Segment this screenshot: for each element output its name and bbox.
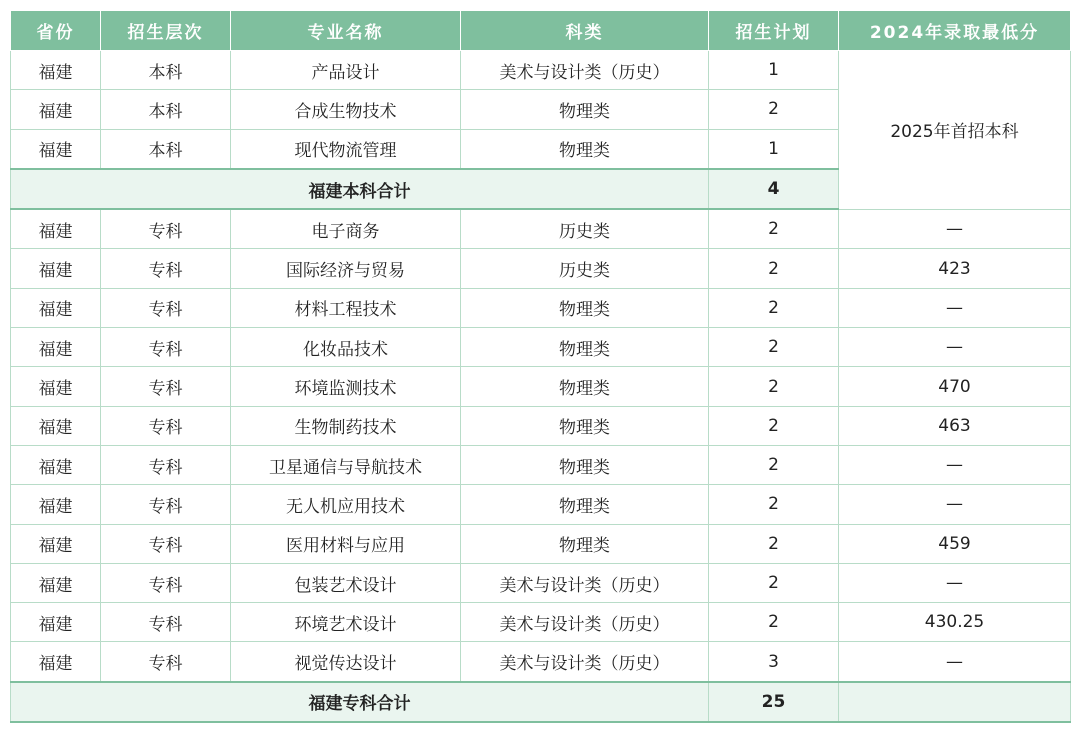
table-row bbox=[11, 445, 1071, 484]
bachelor-total-label: 福建本科合计 bbox=[11, 169, 709, 209]
min-score-cell: 430.25 bbox=[839, 603, 1071, 642]
associate-total-empty bbox=[839, 682, 1071, 722]
plan-cell: 2 bbox=[709, 367, 839, 406]
level-cell: 本科 bbox=[101, 90, 231, 129]
table-row bbox=[11, 288, 1071, 327]
plan-cell: 2 bbox=[709, 603, 839, 642]
category-cell: 物理类 bbox=[461, 288, 709, 327]
category-cell: 物理类 bbox=[461, 129, 709, 169]
major-cell: 合成生物技术 bbox=[231, 90, 461, 129]
major-cell: 环境艺术设计 bbox=[231, 603, 461, 642]
level-cell: 专科 bbox=[101, 563, 231, 602]
level-cell: 专科 bbox=[101, 524, 231, 563]
table-row bbox=[11, 406, 1071, 445]
table-row bbox=[11, 485, 1071, 524]
table-row bbox=[11, 603, 1071, 642]
header-level: 招生层次 bbox=[101, 11, 231, 51]
province-cell: 福建 bbox=[11, 524, 101, 563]
level-cell: 本科 bbox=[101, 51, 231, 90]
category-cell: 物理类 bbox=[461, 90, 709, 129]
plan-cell: 2 bbox=[709, 249, 839, 288]
level-cell: 专科 bbox=[101, 642, 231, 682]
province-cell: 福建 bbox=[11, 209, 101, 249]
table-row bbox=[11, 209, 1071, 249]
plan-cell: 2 bbox=[709, 406, 839, 445]
province-cell: 福建 bbox=[11, 90, 101, 129]
category-cell: 美术与设计类（历史） bbox=[461, 563, 709, 602]
level-cell: 专科 bbox=[101, 406, 231, 445]
plan-cell: 2 bbox=[709, 563, 839, 602]
province-cell: 福建 bbox=[11, 129, 101, 169]
category-cell: 物理类 bbox=[461, 367, 709, 406]
province-cell: 福建 bbox=[11, 367, 101, 406]
category-cell: 美术与设计类（历史） bbox=[461, 603, 709, 642]
major-cell: 视觉传达设计 bbox=[231, 642, 461, 682]
header-province: 省份 bbox=[11, 11, 101, 51]
plan-cell: 2 bbox=[709, 328, 839, 367]
level-cell: 专科 bbox=[101, 603, 231, 642]
major-cell: 无人机应用技术 bbox=[231, 485, 461, 524]
table-row bbox=[11, 51, 1071, 90]
province-cell: 福建 bbox=[11, 288, 101, 327]
province-cell: 福建 bbox=[11, 642, 101, 682]
level-cell: 专科 bbox=[101, 367, 231, 406]
bachelor-total-value: 4 bbox=[709, 169, 839, 209]
category-cell: 历史类 bbox=[461, 249, 709, 288]
plan-cell: 2 bbox=[709, 485, 839, 524]
table-row bbox=[11, 642, 1071, 682]
major-cell: 电子商务 bbox=[231, 209, 461, 249]
header-category: 科类 bbox=[461, 11, 709, 51]
associate-total-label: 福建专科合计 bbox=[11, 682, 709, 722]
province-cell: 福建 bbox=[11, 249, 101, 288]
major-cell: 医用材料与应用 bbox=[231, 524, 461, 563]
category-cell: 物理类 bbox=[461, 445, 709, 484]
plan-cell: 2 bbox=[709, 445, 839, 484]
min-score-cell: — bbox=[839, 328, 1071, 367]
province-cell: 福建 bbox=[11, 406, 101, 445]
major-cell: 生物制药技术 bbox=[231, 406, 461, 445]
plan-cell: 2 bbox=[709, 90, 839, 129]
table-row bbox=[11, 367, 1071, 406]
min-score-cell: 470 bbox=[839, 367, 1071, 406]
province-cell: 福建 bbox=[11, 563, 101, 602]
admission-plan-table-container bbox=[10, 10, 1070, 723]
province-cell: 福建 bbox=[11, 445, 101, 484]
associate-total-row bbox=[11, 682, 1071, 722]
plan-cell: 1 bbox=[709, 51, 839, 90]
category-cell: 历史类 bbox=[461, 209, 709, 249]
min-score-cell: — bbox=[839, 445, 1071, 484]
category-cell: 美术与设计类（历史） bbox=[461, 642, 709, 682]
bachelor-note-cell: 2025年首招本科 bbox=[839, 51, 1071, 210]
major-cell: 环境监测技术 bbox=[231, 367, 461, 406]
province-cell: 福建 bbox=[11, 328, 101, 367]
header-major: 专业名称 bbox=[231, 11, 461, 51]
header-row bbox=[11, 11, 1071, 51]
min-score-cell: — bbox=[839, 642, 1071, 682]
associate-total-value: 25 bbox=[709, 682, 839, 722]
min-score-cell: 459 bbox=[839, 524, 1071, 563]
level-cell: 专科 bbox=[101, 288, 231, 327]
category-cell: 物理类 bbox=[461, 328, 709, 367]
table-row bbox=[11, 328, 1071, 367]
min-score-cell: — bbox=[839, 288, 1071, 327]
province-cell: 福建 bbox=[11, 485, 101, 524]
category-cell: 物理类 bbox=[461, 485, 709, 524]
table-row bbox=[11, 249, 1071, 288]
header-min-score: 2024年录取最低分 bbox=[839, 11, 1071, 51]
table-row bbox=[11, 563, 1071, 602]
min-score-cell: — bbox=[839, 563, 1071, 602]
min-score-cell: — bbox=[839, 485, 1071, 524]
min-score-cell: 423 bbox=[839, 249, 1071, 288]
major-cell: 卫星通信与导航技术 bbox=[231, 445, 461, 484]
min-score-cell: 463 bbox=[839, 406, 1071, 445]
province-cell: 福建 bbox=[11, 603, 101, 642]
plan-cell: 1 bbox=[709, 129, 839, 169]
level-cell: 本科 bbox=[101, 129, 231, 169]
province-cell: 福建 bbox=[11, 51, 101, 90]
category-cell: 美术与设计类（历史） bbox=[461, 51, 709, 90]
header-plan: 招生计划 bbox=[709, 11, 839, 51]
level-cell: 专科 bbox=[101, 445, 231, 484]
associate-rows bbox=[11, 209, 1071, 682]
major-cell: 国际经济与贸易 bbox=[231, 249, 461, 288]
major-cell: 现代物流管理 bbox=[231, 129, 461, 169]
table-row bbox=[11, 524, 1071, 563]
major-cell: 包装艺术设计 bbox=[231, 563, 461, 602]
plan-cell: 2 bbox=[709, 209, 839, 249]
level-cell: 专科 bbox=[101, 328, 231, 367]
level-cell: 专科 bbox=[101, 485, 231, 524]
plan-cell: 3 bbox=[709, 642, 839, 682]
category-cell: 物理类 bbox=[461, 524, 709, 563]
level-cell: 专科 bbox=[101, 209, 231, 249]
admission-plan-table bbox=[10, 10, 1071, 723]
major-cell: 化妆品技术 bbox=[231, 328, 461, 367]
category-cell: 物理类 bbox=[461, 406, 709, 445]
major-cell: 材料工程技术 bbox=[231, 288, 461, 327]
min-score-cell: — bbox=[839, 209, 1071, 249]
plan-cell: 2 bbox=[709, 524, 839, 563]
plan-cell: 2 bbox=[709, 288, 839, 327]
level-cell: 专科 bbox=[101, 249, 231, 288]
major-cell: 产品设计 bbox=[231, 51, 461, 90]
